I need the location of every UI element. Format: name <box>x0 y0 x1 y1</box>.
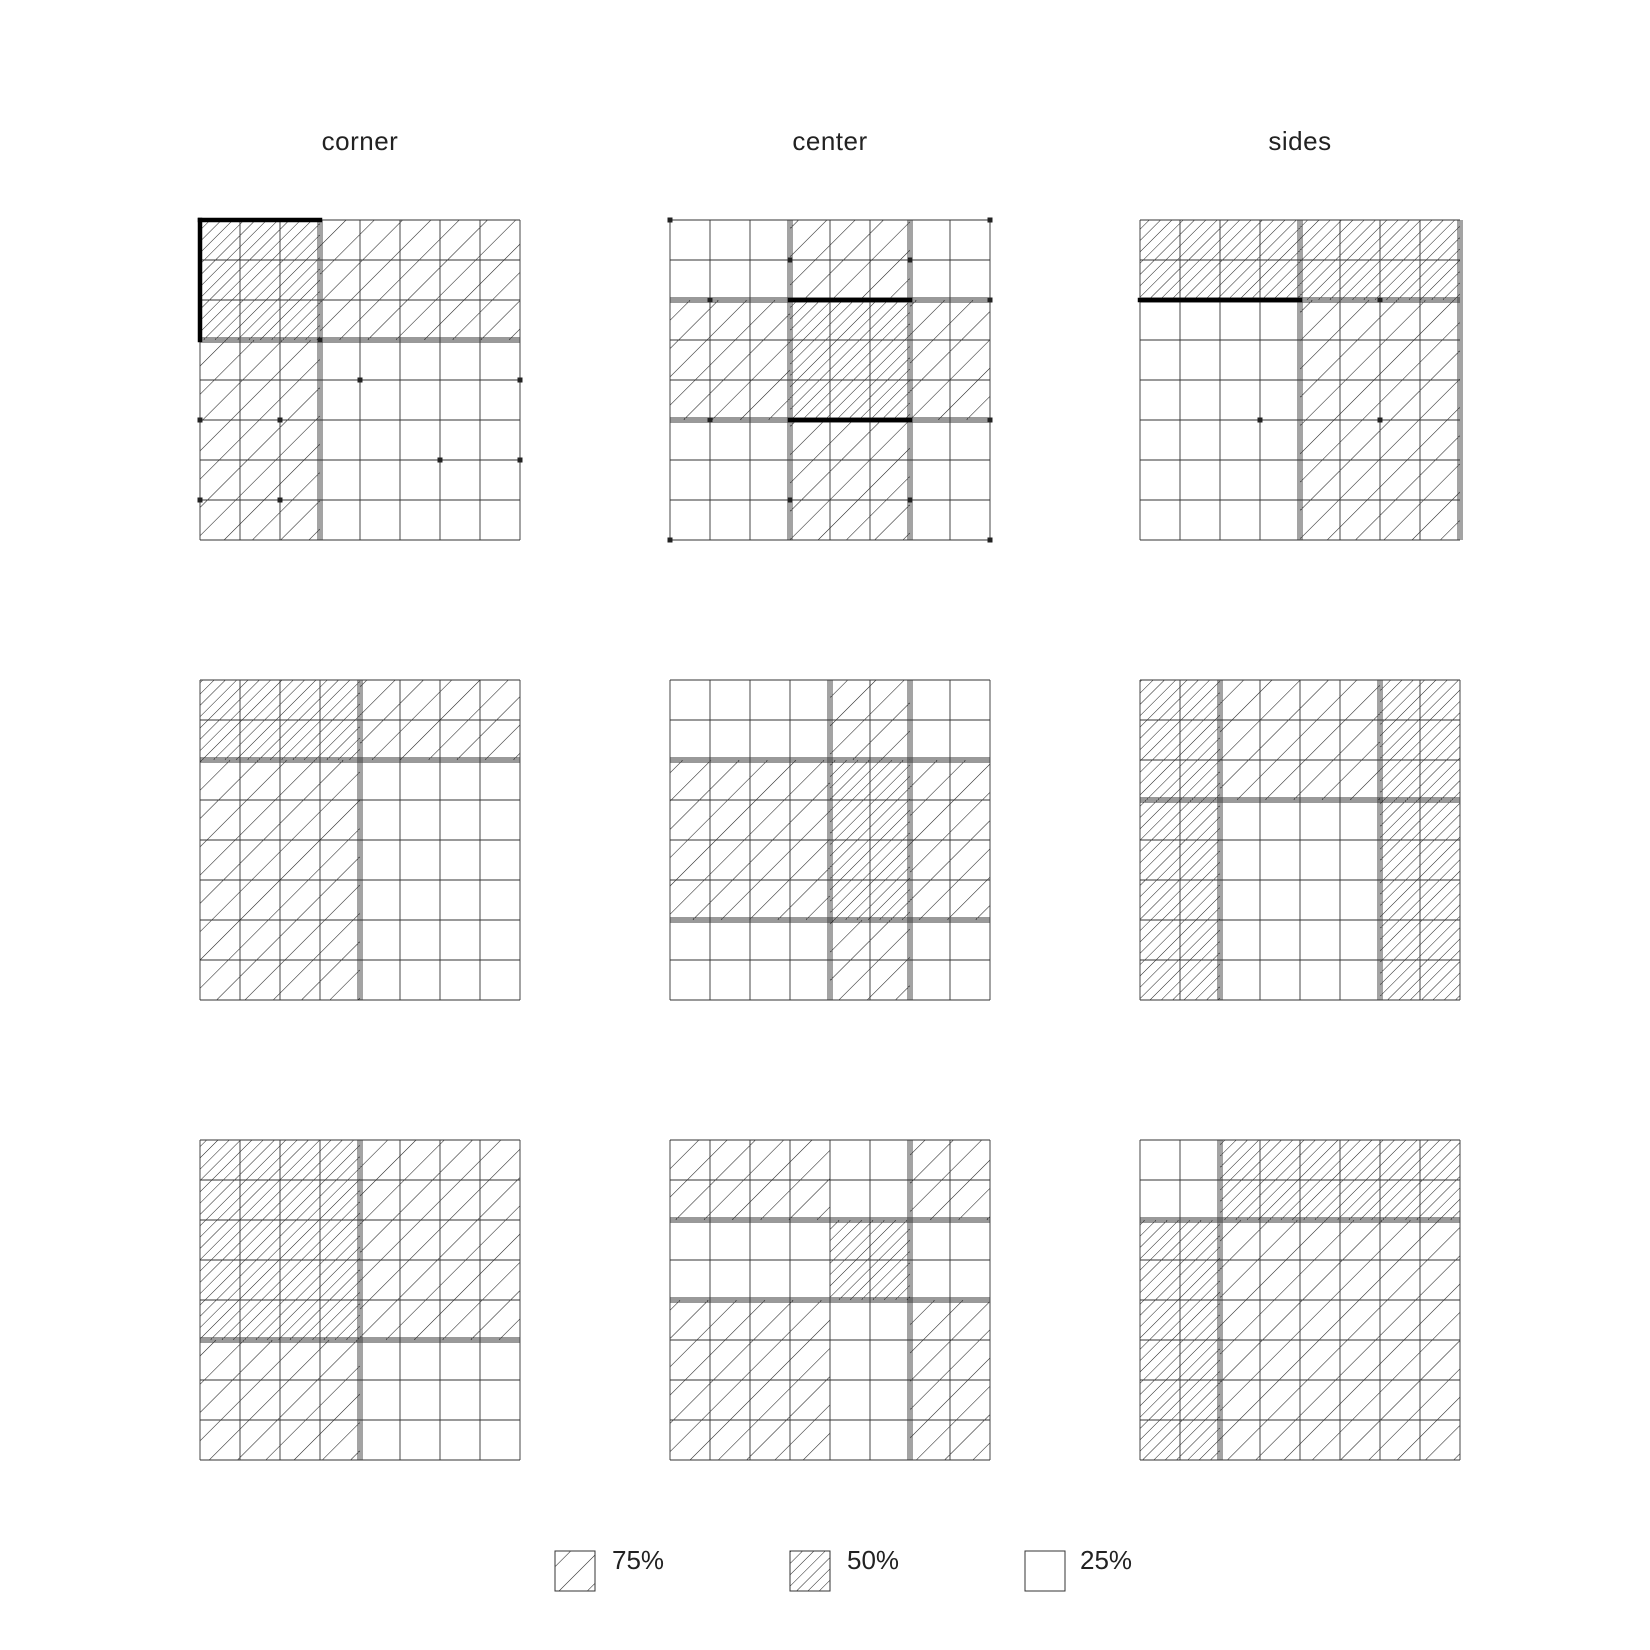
region-25 <box>320 340 520 540</box>
diagram-center-3 <box>670 1140 990 1460</box>
node-marker <box>1378 298 1383 303</box>
diagram-corner-3 <box>200 1140 520 1460</box>
node-marker <box>318 338 323 343</box>
node-marker <box>358 378 363 383</box>
node-marker <box>278 418 283 423</box>
legend-label-75: 75% <box>612 1545 665 1575</box>
column-title-corner: corner <box>321 126 399 156</box>
diagram-center-1 <box>668 218 993 543</box>
region-75 <box>670 300 790 420</box>
diagram-corner-1 <box>198 220 523 540</box>
node-marker <box>198 498 203 503</box>
diagram-sides-2 <box>1140 680 1460 1000</box>
node-marker <box>1258 418 1263 423</box>
column-title-sides: sides <box>1268 126 1332 156</box>
diagram-sides-1 <box>1140 220 1462 540</box>
node-marker <box>708 298 713 303</box>
region-75 <box>200 340 320 540</box>
column-title-center: center <box>792 126 868 156</box>
diagram-sides-3 <box>1140 1140 1460 1460</box>
legend-swatch-50 <box>790 1551 830 1591</box>
node-marker <box>708 418 713 423</box>
node-marker <box>518 458 523 463</box>
node-marker <box>438 458 443 463</box>
node-marker <box>988 298 993 303</box>
region-75 <box>790 420 910 540</box>
node-marker <box>988 418 993 423</box>
node-marker <box>788 498 793 503</box>
node-marker <box>278 498 283 503</box>
diagram-center-2 <box>670 680 990 1000</box>
node-marker <box>668 538 673 543</box>
legend-swatch-75 <box>555 1551 595 1591</box>
node-marker <box>198 418 203 423</box>
legend-swatch-25 <box>1025 1551 1065 1591</box>
diagram-grid <box>198 218 1463 1461</box>
node-marker <box>988 538 993 543</box>
node-marker <box>1378 418 1383 423</box>
legend-label-50: 50% <box>847 1545 900 1575</box>
node-marker <box>518 378 523 383</box>
legend-label-25: 25% <box>1080 1545 1133 1575</box>
node-marker <box>908 258 913 263</box>
region-50 <box>790 300 910 420</box>
node-marker <box>668 218 673 223</box>
region-25 <box>670 420 790 540</box>
region-75 <box>320 220 520 340</box>
region-50 <box>200 220 320 340</box>
node-marker <box>988 218 993 223</box>
diagram-corner-2 <box>200 680 520 1000</box>
node-marker <box>908 498 913 503</box>
node-marker <box>788 258 793 263</box>
